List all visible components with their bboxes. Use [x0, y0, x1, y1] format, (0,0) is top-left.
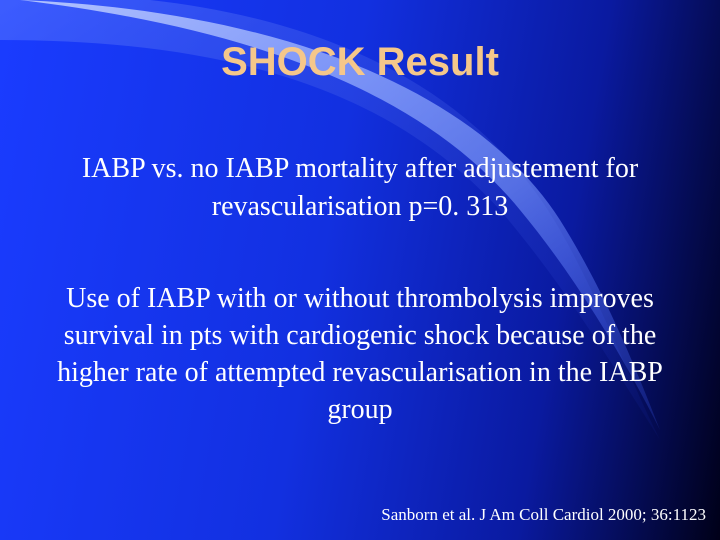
paragraph-line: revascularisation p=0. 313: [211, 191, 509, 222]
paragraph-line: higher rate of attempted revascularisation in the IABP: [57, 357, 663, 388]
conclusion-paragraph: [0, 280, 720, 428]
paragraph-line: group: [327, 394, 393, 425]
slide-title: SHOCK Result: [221, 40, 499, 84]
mortality-paragraph: [0, 150, 720, 226]
citation: Sanborn et al. J Am Coll Cardiol 2000; 36:1123: [381, 505, 706, 524]
paragraph-line: Use of IABP with or without thrombolysis improves: [66, 283, 654, 314]
paragraph-line: survival in pts with cardiogenic shock because of the: [63, 320, 657, 351]
paragraph-line: IABP vs. no IABP mortality after adjustement for: [81, 153, 639, 184]
